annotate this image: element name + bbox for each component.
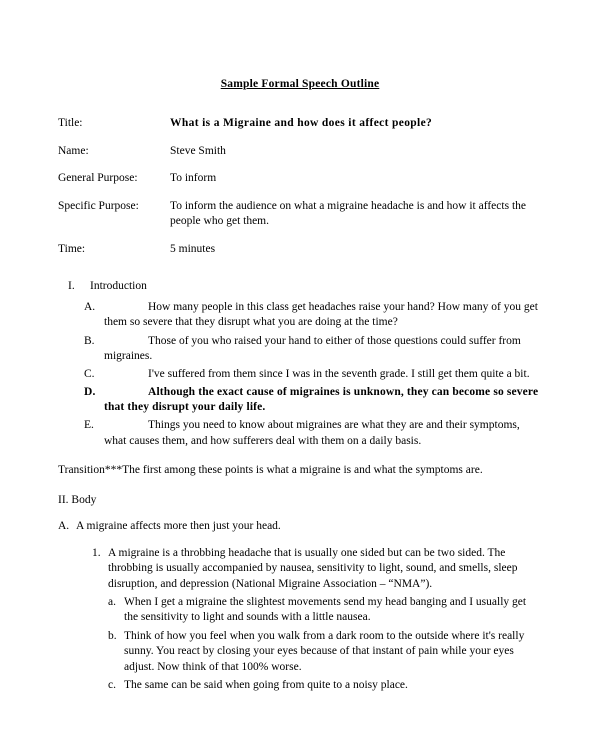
meta-row-general-purpose	[58, 171, 542, 199]
body-sub-item-a	[58, 595, 542, 626]
outline-text-e: Things you need to know about migraines are what they are and their symptoms, what causes them, and how sufferers deal with them on a daily basis.	[104, 419, 520, 447]
body-sub-marker-c: c.	[108, 678, 116, 691]
meta-row-name	[58, 144, 542, 172]
section-marker-introduction: I.	[68, 280, 75, 293]
meta-row-title	[58, 116, 542, 144]
outline-marker-c: C.	[84, 367, 95, 380]
outline-marker-d: D.	[84, 386, 96, 399]
body-marker-a: A.	[58, 519, 70, 532]
outline-item-c	[58, 367, 542, 382]
outline-item-d	[58, 385, 542, 415]
section-heading-introduction	[58, 279, 542, 294]
meta-value-time: 5 minutes	[170, 242, 216, 255]
meta-value-name: Steve Smith	[170, 144, 226, 157]
meta-value-specific-purpose: To inform the audience on what a migraine headache is and how it affects the people who get them.	[170, 200, 526, 227]
body-sub-marker-b: b.	[108, 629, 117, 642]
transition-statement: Transition***The first among these points is what a migraine is and what the symptoms are.	[58, 463, 483, 476]
body-sub-item-c	[58, 678, 542, 693]
body-numbered-item-1	[58, 546, 542, 592]
section-marker-body: II.	[58, 493, 69, 506]
meta-row-specific-purpose	[58, 199, 542, 241]
outline-marker-e: E.	[84, 419, 94, 432]
body-point-a	[58, 520, 542, 532]
outline-item-b	[58, 334, 542, 364]
meta-value-general-purpose: To inform	[170, 172, 217, 185]
outline-text-c: I've suffered from them since I was in the seventh grade. I still get them quite a bit.	[148, 367, 530, 380]
body-sub-marker-a: a.	[108, 595, 116, 608]
outline-text-b: Those of you who raised your hand to either of those questions could suffer from migraines.	[104, 334, 521, 362]
body-sub-text-a: When I get a migraine the slightest movements send my head banging and I usually get the sensitivity to light and sounds with a little nausea.	[124, 595, 527, 624]
body-sub-text-c: The same can be said when going from quite to a noisy place.	[124, 678, 408, 691]
outline-marker-b: B.	[84, 334, 95, 347]
body-numbered-marker-1: 1.	[92, 546, 101, 559]
meta-label-name: Name:	[58, 144, 89, 157]
meta-row-time	[58, 242, 542, 270]
body-sub-item-b	[58, 629, 542, 675]
outline-text-d: Although the exact cause of migraines is unknown, they can become so severe that they disrupt your daily life.	[104, 386, 539, 414]
section-heading-body	[58, 494, 542, 506]
outline-text-a: How many people in this class get headaches raise your hand? How many of you get them so severe that they disrupt what you are doing at the time?	[104, 301, 538, 329]
outline-item-e	[58, 418, 542, 448]
outline-item-a	[58, 300, 542, 330]
document-title: Sample Formal Speech Outline	[220, 78, 380, 90]
outline-marker-a: A.	[84, 301, 96, 314]
document-meta-table	[58, 116, 542, 269]
section-title-introduction: Introduction	[90, 280, 147, 293]
body-text-a: A migraine affects more then just your head.	[76, 519, 281, 532]
meta-label-title: Title:	[58, 117, 83, 129]
meta-label-general-purpose: General Purpose:	[58, 172, 138, 185]
section-title-body: Body	[71, 493, 97, 506]
meta-label-specific-purpose: Specific Purpose:	[58, 200, 139, 213]
meta-label-time: Time:	[58, 242, 86, 255]
body-sub-text-b: Think of how you feel when you walk from a dark room to the outside where it's really sunny. You react by closing your eyes because of that instant of pain while your eyes adjust. Now think of that 100% worse.	[124, 629, 525, 673]
body-numbered-text-1: A migraine is a throbbing headache that is usually one sided but can be two sided. The throbbing is usually accompanied by nausea, sensitivity to light, sound, and smells, sleep disruption, and depression (National Migraine Association – “NMA”).	[108, 546, 518, 590]
meta-value-title: What is a Migraine and how does it affect people?	[170, 117, 433, 129]
